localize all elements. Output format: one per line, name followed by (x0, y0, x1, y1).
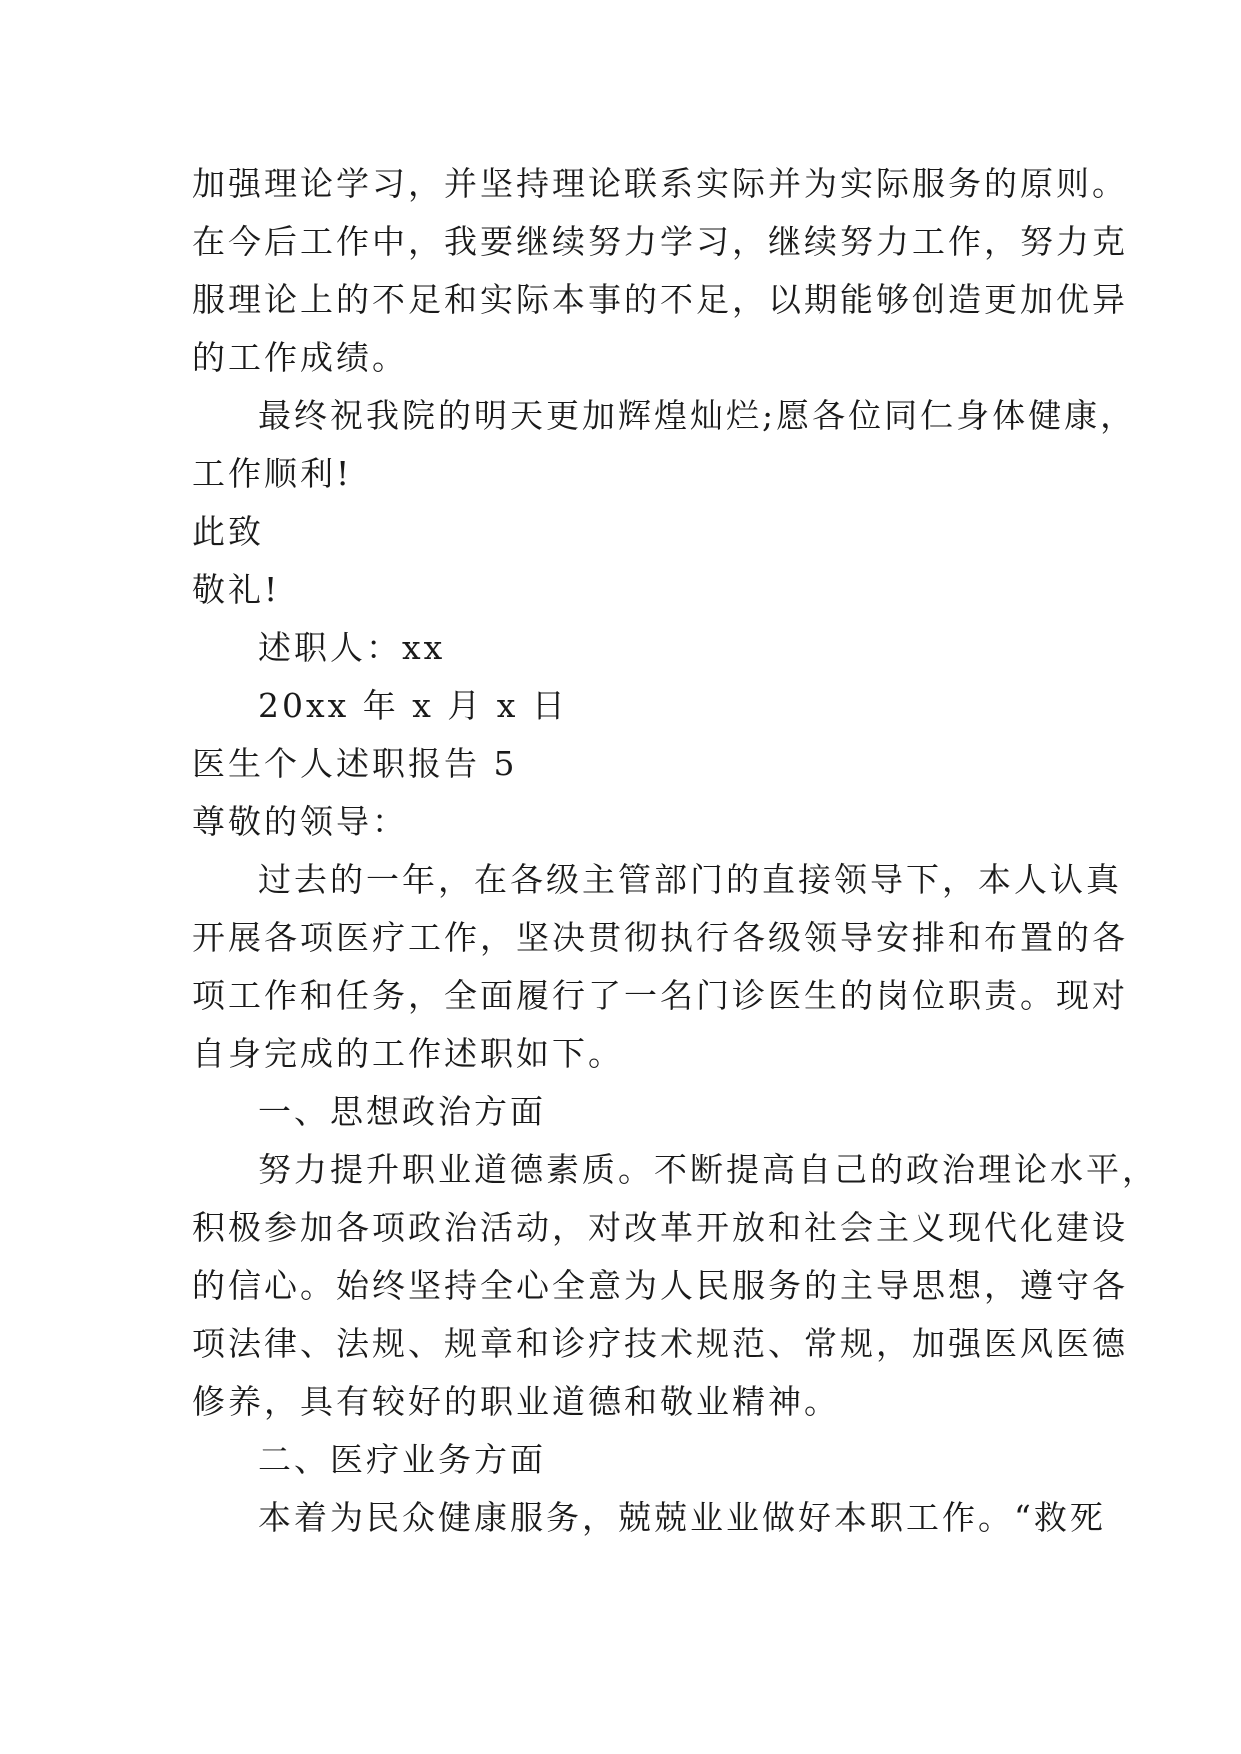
subheading: 一、思想政治方面 (258, 1092, 546, 1131)
subheading: 二、医疗业务方面 (258, 1440, 546, 1479)
body-text-line: 加强理论学习，并坚持理论联系实际并为实际服务的原则。 (192, 164, 1128, 203)
body-text-line: 最终祝我院的明天更加辉煌灿烂;愿各位同仁身体健康， (258, 396, 1137, 435)
body-text-line: 项工作和任务，全面履行了一名门诊医生的岗位职责。现对 (192, 976, 1128, 1015)
body-text-line: 开展各项医疗工作，坚决贯彻执行各级领导安排和布置的各 (192, 918, 1128, 957)
body-text-line: 修养，具有较好的职业道德和敬业精神。 (192, 1382, 840, 1421)
closing-salutation: 此致 (192, 512, 264, 551)
body-text-line: 项法律、法规、规章和诊疗技术规范、常规，加强医风医德 (192, 1324, 1128, 1363)
greeting: 尊敬的领导： (192, 802, 408, 841)
body-text-line: 工作顺利! (192, 454, 353, 493)
body-text-line: 过去的一年，在各级主管部门的直接领导下，本人认真 (258, 860, 1122, 899)
body-text-line: 在今后工作中，我要继续努力学习，继续努力工作，努力克 (192, 222, 1128, 261)
section-title: 医生个人述职报告 5 (192, 744, 518, 783)
body-text-line: 自身完成的工作述职如下。 (192, 1034, 624, 1073)
body-text-line: 本着为民众健康服务，兢兢业业做好本职工作。“救死 (258, 1498, 1106, 1537)
body-text-line: 努力提升职业道德素质。不断提高自己的政治理论水平， (258, 1150, 1158, 1189)
body-text-line: 积极参加各项政治活动，对改革开放和社会主义现代化建设 (192, 1208, 1128, 1247)
body-text-line: 的工作成绩。 (192, 338, 408, 377)
signature-date: 20xx 年 x 月 x 日 (258, 686, 568, 725)
closing-regards: 敬礼! (192, 570, 281, 609)
signature-name: 述职人：xx (258, 628, 446, 667)
body-text-line: 服理论上的不足和实际本事的不足，以期能够创造更加优异 (192, 280, 1128, 319)
body-text-line: 的信心。始终坚持全心全意为人民服务的主导思想，遵守各 (192, 1266, 1128, 1305)
